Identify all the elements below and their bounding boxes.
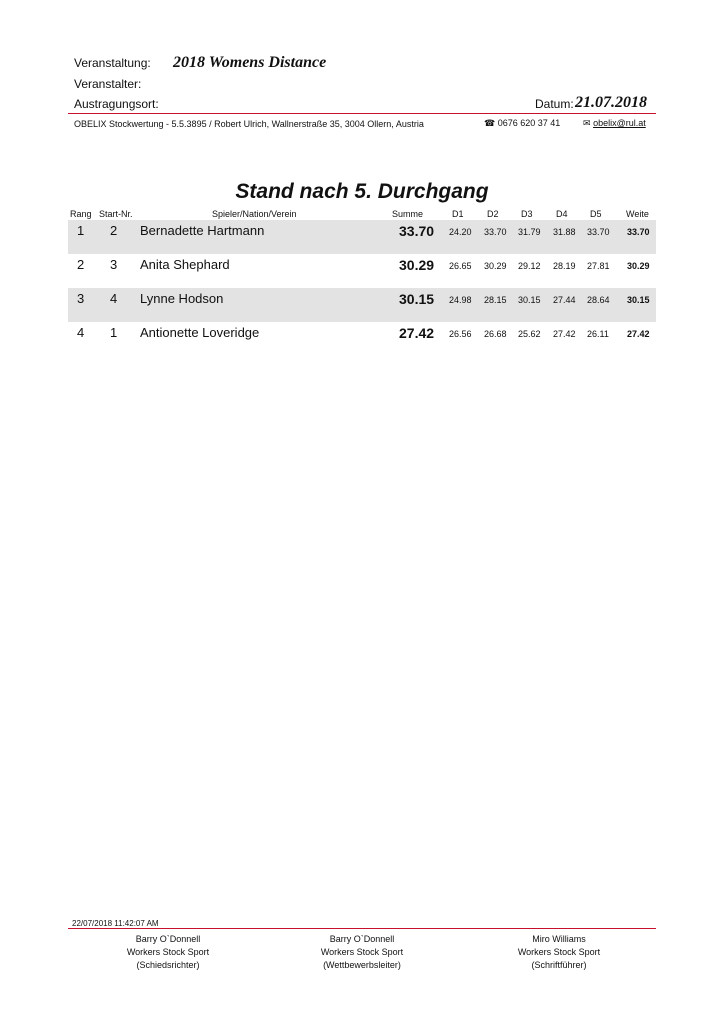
row-name: Antionette Loveridge [140,325,260,340]
row-d4: 27.44 [553,295,576,305]
official-role: (Wettbewerbsleiter) [323,960,401,970]
row-d4: 28.19 [553,261,576,271]
row-d3: 25.62 [518,329,541,339]
email-info [583,118,646,129]
austragungsort-label: Austragungsort: [74,97,159,111]
phone-icon: ☎ [484,118,496,128]
row-d4: 31.88 [553,227,576,237]
row-start: 1 [110,325,118,340]
row-rang: 2 [77,257,85,272]
page-title: Stand nach 5. Durchgang [235,180,489,203]
veranstaltung-label: Veranstaltung: [74,56,151,70]
official-role: (Schriftführer) [531,960,587,970]
row-d1: 24.20 [449,227,472,237]
col-d4: D4 [556,209,568,219]
col-d3: D3 [521,209,533,219]
row-d1: 24.98 [449,295,472,305]
row-start: 3 [110,257,118,272]
row-d5: 26.11 [587,329,609,339]
footer-divider [68,928,656,929]
row-d2: 26.68 [484,329,507,339]
official-name: Barry O`Donnell [329,934,395,944]
veranstalter-label: Veranstalter: [74,77,142,91]
row-summe: 30.29 [399,257,435,273]
header-divider [68,113,656,114]
event-title: 2018 Womens Distance [173,54,327,71]
print-timestamp: 22/07/2018 11:42:07 AM [72,919,159,928]
row-start: 4 [110,291,118,306]
row-d5: 27.81 [587,261,610,271]
envelope-icon: ✉ [583,118,591,128]
datum-label: Datum: [535,97,574,111]
row-d5: 28.64 [587,295,610,305]
col-d2: D2 [487,209,499,219]
row-weite: 27.42 [627,329,650,339]
official-name: Barry O`Donnell [135,934,201,944]
col-spieler: Spieler/Nation/Verein [212,209,297,219]
datum-value: 21.07.2018 [575,94,647,111]
row-d3: 30.15 [518,295,541,305]
row-summe: 27.42 [399,325,435,341]
row-d2: 30.29 [484,261,507,271]
row-rang: 3 [77,291,85,306]
official-1 [68,934,268,970]
row-d2: 28.15 [484,295,507,305]
col-start: Start-Nr. [99,209,133,219]
col-d1: D1 [452,209,464,219]
row-name: Lynne Hodson [140,291,224,306]
software-info: OBELIX Stockwertung - 5.5.3895 / Robert Ulrich, Wallnerstraße 35, 3004 Ollern, Austria [74,119,424,129]
row-weite: 30.29 [627,261,650,271]
row-name: Bernadette Hartmann [140,223,265,238]
col-rang: Rang [70,209,92,219]
official-role: (Schiedsrichter) [136,960,200,970]
row-weite: 30.15 [627,295,650,305]
row-start: 2 [110,223,118,238]
email-link[interactable]: obelix@rul.at [593,118,646,128]
row-weite: 33.70 [627,227,650,237]
row-d2: 33.70 [484,227,507,237]
row-d5: 33.70 [587,227,610,237]
row-summe: 33.70 [399,223,435,239]
phone-number: 0676 620 37 41 [497,118,561,128]
row-d4: 27.42 [553,329,576,339]
col-d5: D5 [590,209,602,219]
row-summe: 30.15 [399,291,435,307]
official-org: Workers Stock Sport [320,947,404,957]
official-name: Miro Williams [532,934,586,944]
row-d3: 31.79 [518,227,541,237]
row-name: Anita Shephard [140,257,230,272]
row-d1: 26.65 [449,261,472,271]
official-org: Workers Stock Sport [517,947,601,957]
official-org: Workers Stock Sport [126,947,210,957]
col-weite: Weite [626,209,649,219]
official-2 [262,934,462,970]
official-3 [459,934,659,970]
row-rang: 4 [77,325,85,340]
row-rang: 1 [77,223,85,238]
row-d1: 26.56 [449,329,472,339]
col-summe: Summe [392,209,424,219]
phone-info [484,118,560,129]
row-d3: 29.12 [518,261,541,271]
